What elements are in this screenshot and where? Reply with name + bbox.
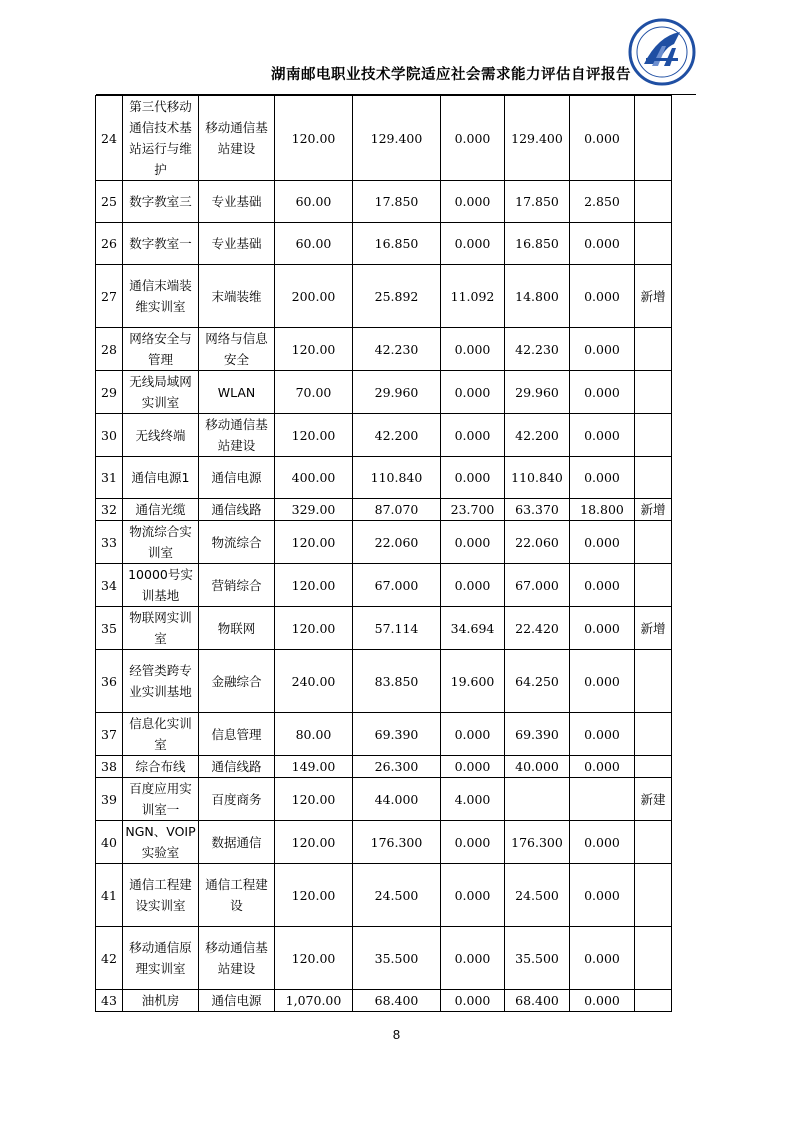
lab-category: 专业基础 (199, 223, 275, 265)
new-value: 0.000 (441, 223, 505, 265)
extra-value: 0.000 (570, 328, 635, 371)
new-value: 19.600 (441, 650, 505, 713)
new-value: 0.000 (441, 864, 505, 927)
lab-name: 油机房 (123, 990, 199, 1012)
existing-value: 176.300 (505, 821, 570, 864)
row-number: 41 (96, 864, 123, 927)
lab-category: 数据通信 (199, 821, 275, 864)
lab-area: 60.00 (275, 223, 353, 265)
lab-name: 经管类跨专业实训基地 (123, 650, 199, 713)
new-value: 0.000 (441, 414, 505, 457)
lab-area: 200.00 (275, 265, 353, 328)
remark: 新增 (635, 265, 672, 328)
lab-name: 物流综合实训室 (123, 521, 199, 564)
table-row (96, 778, 672, 821)
total-value: 22.060 (353, 521, 441, 564)
extra-value: 0.000 (570, 265, 635, 328)
table-row (96, 96, 672, 181)
lab-name: 通信末端装维实训室 (123, 265, 199, 328)
lab-area: 329.00 (275, 499, 353, 521)
existing-value: 110.840 (505, 457, 570, 499)
remark (635, 990, 672, 1012)
total-value: 42.230 (353, 328, 441, 371)
total-value: 26.300 (353, 756, 441, 778)
lab-name: 网络安全与管理 (123, 328, 199, 371)
lab-area: 120.00 (275, 864, 353, 927)
row-number: 28 (96, 328, 123, 371)
existing-value: 35.500 (505, 927, 570, 990)
extra-value: 0.000 (570, 864, 635, 927)
total-value: 67.000 (353, 564, 441, 607)
remark (635, 96, 672, 181)
total-value: 87.070 (353, 499, 441, 521)
lab-category: 通信工程建设 (199, 864, 275, 927)
table-row (96, 457, 672, 499)
remark: 新增 (635, 607, 672, 650)
existing-value: 42.200 (505, 414, 570, 457)
lab-area: 120.00 (275, 521, 353, 564)
lab-name: 通信电源1 (123, 457, 199, 499)
lab-area: 120.00 (275, 821, 353, 864)
new-value: 11.092 (441, 265, 505, 328)
table-row (96, 650, 672, 713)
existing-value: 16.850 (505, 223, 570, 265)
extra-value: 0.000 (570, 821, 635, 864)
lab-name: 移动通信原理实训室 (123, 927, 199, 990)
existing-value: 42.230 (505, 328, 570, 371)
extra-value: 0.000 (570, 371, 635, 414)
existing-value: 64.250 (505, 650, 570, 713)
lab-category: 通信线路 (199, 499, 275, 521)
table-row (96, 821, 672, 864)
lab-category: 末端装维 (199, 265, 275, 328)
row-number: 34 (96, 564, 123, 607)
new-value: 0.000 (441, 713, 505, 756)
row-number: 29 (96, 371, 123, 414)
row-number: 42 (96, 927, 123, 990)
extra-value: 0.000 (570, 607, 635, 650)
lab-name: 通信光缆 (123, 499, 199, 521)
new-value: 0.000 (441, 990, 505, 1012)
lab-area: 240.00 (275, 650, 353, 713)
total-value: 25.892 (353, 265, 441, 328)
row-number: 31 (96, 457, 123, 499)
row-number: 30 (96, 414, 123, 457)
row-number: 35 (96, 607, 123, 650)
lab-area: 149.00 (275, 756, 353, 778)
new-value: 0.000 (441, 371, 505, 414)
remark (635, 756, 672, 778)
row-number: 27 (96, 265, 123, 328)
remark (635, 927, 672, 990)
table-row (96, 756, 672, 778)
new-value: 0.000 (441, 821, 505, 864)
extra-value: 0.000 (570, 756, 635, 778)
lab-name: NGN、VOIP实验室 (123, 821, 199, 864)
remark (635, 821, 672, 864)
page-header (96, 18, 696, 100)
remark (635, 328, 672, 371)
existing-value: 17.850 (505, 181, 570, 223)
extra-value: 0.000 (570, 927, 635, 990)
lab-category: 物流综合 (199, 521, 275, 564)
new-value: 0.000 (441, 328, 505, 371)
row-number: 37 (96, 713, 123, 756)
total-value: 35.500 (353, 927, 441, 990)
table-body (96, 96, 672, 1012)
extra-value: 0.000 (570, 414, 635, 457)
lab-category: 移动通信基站建设 (199, 414, 275, 457)
existing-value: 68.400 (505, 990, 570, 1012)
extra-value: 0.000 (570, 713, 635, 756)
row-number: 38 (96, 756, 123, 778)
new-value: 23.700 (441, 499, 505, 521)
extra-value: 18.800 (570, 499, 635, 521)
total-value: 110.840 (353, 457, 441, 499)
table-row (96, 181, 672, 223)
total-value: 44.000 (353, 778, 441, 821)
new-value: 0.000 (441, 96, 505, 181)
lab-category: 移动通信基站建设 (199, 96, 275, 181)
total-value: 68.400 (353, 990, 441, 1012)
existing-value: 29.960 (505, 371, 570, 414)
lab-category: 物联网 (199, 607, 275, 650)
extra-value: 0.000 (570, 990, 635, 1012)
lab-name: 数字教室一 (123, 223, 199, 265)
table-row (96, 265, 672, 328)
lab-name: 信息化实训室 (123, 713, 199, 756)
new-value: 4.000 (441, 778, 505, 821)
new-value: 0.000 (441, 756, 505, 778)
extra-value: 0.000 (570, 223, 635, 265)
existing-value: 69.390 (505, 713, 570, 756)
lab-equipment-table (95, 95, 672, 1012)
remark (635, 414, 672, 457)
total-value: 83.850 (353, 650, 441, 713)
new-value: 0.000 (441, 927, 505, 990)
existing-value: 24.500 (505, 864, 570, 927)
lab-area: 120.00 (275, 414, 353, 457)
lab-area: 400.00 (275, 457, 353, 499)
total-value: 42.200 (353, 414, 441, 457)
new-value: 0.000 (441, 564, 505, 607)
row-number: 39 (96, 778, 123, 821)
total-value: 24.500 (353, 864, 441, 927)
page-number: 8 (392, 1027, 401, 1042)
lab-area: 120.00 (275, 328, 353, 371)
lab-name: 百度应用实训室一 (123, 778, 199, 821)
extra-value: 0.000 (570, 457, 635, 499)
total-value: 176.300 (353, 821, 441, 864)
lab-category: 移动通信基站建设 (199, 927, 275, 990)
existing-value: 22.060 (505, 521, 570, 564)
lab-area: 120.00 (275, 927, 353, 990)
total-value: 129.400 (353, 96, 441, 181)
existing-value: 22.420 (505, 607, 570, 650)
table-row (96, 328, 672, 371)
lab-area: 120.00 (275, 564, 353, 607)
existing-value: 129.400 (505, 96, 570, 181)
extra-value: 0.000 (570, 521, 635, 564)
table-row (96, 414, 672, 457)
table-row (96, 607, 672, 650)
lab-category: 信息管理 (199, 713, 275, 756)
lab-name: 10000号实训基地 (123, 564, 199, 607)
lab-category: 通信电源 (199, 457, 275, 499)
existing-value: 14.800 (505, 265, 570, 328)
remark: 新增 (635, 499, 672, 521)
lab-category: 通信线路 (199, 756, 275, 778)
lab-name: 通信工程建设实训室 (123, 864, 199, 927)
row-number: 24 (96, 96, 123, 181)
total-value: 16.850 (353, 223, 441, 265)
lab-category: 通信电源 (199, 990, 275, 1012)
report-title: 湖南邮电职业技术学院适应社会需求能力评估自评报告 (271, 67, 631, 83)
extra-value: 2.850 (570, 181, 635, 223)
new-value: 0.000 (441, 457, 505, 499)
remark (635, 181, 672, 223)
remark: 新建 (635, 778, 672, 821)
lab-category: WLAN (199, 371, 275, 414)
remark (635, 521, 672, 564)
lab-area: 120.00 (275, 778, 353, 821)
new-value: 34.694 (441, 607, 505, 650)
lab-name: 无线终端 (123, 414, 199, 457)
extra-value: 0.000 (570, 96, 635, 181)
new-value: 0.000 (441, 521, 505, 564)
remark (635, 564, 672, 607)
table-row (96, 521, 672, 564)
lab-category: 网络与信息安全 (199, 328, 275, 371)
lab-name: 物联网实训室 (123, 607, 199, 650)
existing-value (505, 778, 570, 821)
table-row (96, 990, 672, 1012)
table-row (96, 564, 672, 607)
remark (635, 713, 672, 756)
table-row (96, 713, 672, 756)
table-row (96, 927, 672, 990)
row-number: 25 (96, 181, 123, 223)
remark (635, 650, 672, 713)
lab-name: 无线局域网实训室 (123, 371, 199, 414)
table-row (96, 864, 672, 927)
lab-category: 金融综合 (199, 650, 275, 713)
lab-area: 70.00 (275, 371, 353, 414)
total-value: 29.960 (353, 371, 441, 414)
lab-area: 60.00 (275, 181, 353, 223)
total-value: 57.114 (353, 607, 441, 650)
existing-value: 40.000 (505, 756, 570, 778)
lab-category: 专业基础 (199, 181, 275, 223)
row-number: 33 (96, 521, 123, 564)
remark (635, 223, 672, 265)
table-row (96, 499, 672, 521)
row-number: 32 (96, 499, 123, 521)
lab-name: 数字教室三 (123, 181, 199, 223)
table-row (96, 371, 672, 414)
lab-area: 1,070.00 (275, 990, 353, 1012)
remark (635, 457, 672, 499)
college-seal-logo-icon (628, 18, 696, 86)
row-number: 43 (96, 990, 123, 1012)
existing-value: 63.370 (505, 499, 570, 521)
lab-name: 第三代移动通信技术基站运行与维护 (123, 96, 199, 181)
lab-category: 百度商务 (199, 778, 275, 821)
remark (635, 371, 672, 414)
row-number: 40 (96, 821, 123, 864)
row-number: 36 (96, 650, 123, 713)
remark (635, 864, 672, 927)
existing-value: 67.000 (505, 564, 570, 607)
total-value: 17.850 (353, 181, 441, 223)
lab-name: 综合布线 (123, 756, 199, 778)
lab-area: 120.00 (275, 96, 353, 181)
row-number: 26 (96, 223, 123, 265)
extra-value: 0.000 (570, 650, 635, 713)
extra-value: 0.000 (570, 564, 635, 607)
lab-area: 80.00 (275, 713, 353, 756)
total-value: 69.390 (353, 713, 441, 756)
extra-value (570, 778, 635, 821)
lab-area: 120.00 (275, 607, 353, 650)
table-row (96, 223, 672, 265)
lab-category: 营销综合 (199, 564, 275, 607)
new-value: 0.000 (441, 181, 505, 223)
